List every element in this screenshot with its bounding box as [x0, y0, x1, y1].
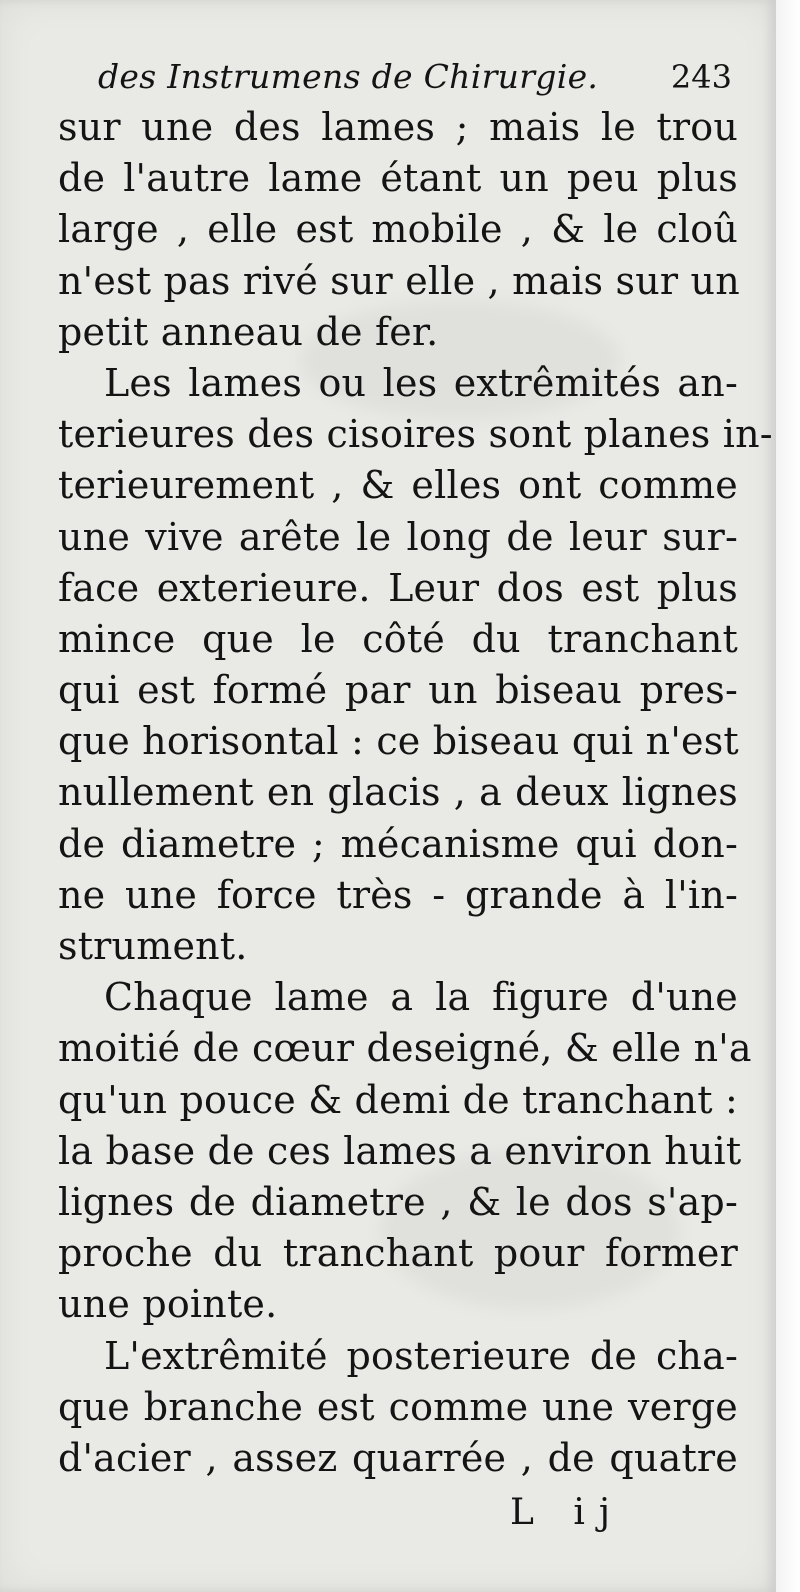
text-line: une vive arête le long de leur sur-: [58, 514, 738, 559]
text-line: qu'un pouce & demi de tranchant :: [58, 1077, 738, 1122]
running-title: des Instrumens de Chirurgie.: [98, 57, 599, 96]
text-line: proche du tranchant pour former: [58, 1231, 738, 1276]
text-line: une pointe.: [58, 1282, 278, 1327]
page-number: 243: [670, 58, 732, 96]
text-line: face exterieure. Leur dos est plus: [58, 565, 738, 610]
running-head: [58, 52, 738, 102]
text-line: de diametre ; mécanisme qui don-: [58, 821, 738, 866]
text-line: petit anneau de fer.: [58, 309, 439, 354]
text-line: qui est formé par un biseau pres-: [58, 668, 738, 713]
text-line: que branche est comme une verge: [58, 1384, 738, 1429]
text-line: la base de ces lames a environ huit: [58, 1128, 742, 1173]
text-line: Les lames ou les extrêmités an-: [104, 360, 738, 405]
signature-mark: L ij: [510, 1492, 625, 1533]
text-line: que horisontal : ce biseau qui n'est: [58, 719, 739, 764]
page-edge: [776, 0, 800, 1592]
text-line: n'est pas rivé sur elle , mais sur un: [58, 258, 740, 303]
text-line: ne une force très - grande à l'in-: [58, 872, 738, 917]
text-line: nullement en glacis , a deux lignes: [58, 770, 738, 815]
text-line: L'extrêmité posterieure de cha-: [104, 1333, 738, 1378]
text-line: sur une des lames ; mais le trou: [58, 105, 738, 149]
text-line: lignes de diametre , & le dos s'ap-: [58, 1179, 738, 1224]
text-block: [58, 52, 773, 1484]
text-line: Chaque lame a la figure d'une: [104, 975, 738, 1020]
text-line: moitié de cœur deseigné, & elle n'a: [58, 1026, 752, 1071]
text-line: d'acier , assez quarrée , de quatre: [58, 1435, 738, 1480]
text-line: mince que le côté du tranchant: [58, 616, 738, 661]
text-line: strument.: [58, 924, 248, 968]
text-line: terieurement , & elles ont comme: [58, 463, 738, 508]
text-line: large , elle est mobile , & le cloû: [58, 207, 738, 252]
text-line: de l'autre lame étant un peu plus: [58, 156, 738, 201]
text-line: terieures des cisoires sont planes in-: [58, 412, 773, 457]
